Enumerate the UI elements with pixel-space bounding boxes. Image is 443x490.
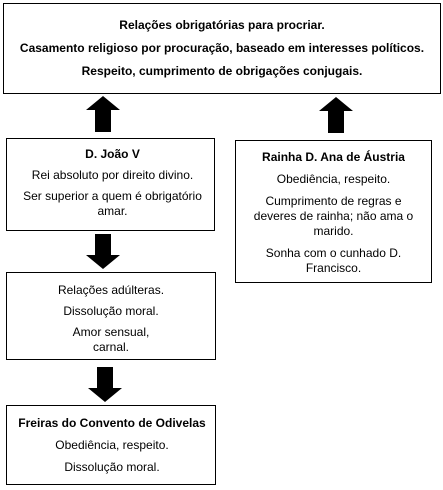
top-box-line-2: Casamento religioso por procuração, baseado em interesses políticos. <box>19 41 425 55</box>
top-box-line-1: Relações obrigatórias para procriar. <box>119 18 325 32</box>
rainha-title: Rainha D. Ana de Áustria <box>262 150 405 164</box>
rainha-line-1: Obediência, respeito. <box>276 172 391 186</box>
arrow-down-icon <box>88 367 122 402</box>
adultery-line-2: Dissolução moral. <box>63 304 159 318</box>
rainha-line-2: Cumprimento de regras e deveres de rainha; não ama o marido. <box>253 194 414 238</box>
joao-v-title: D. João V <box>85 147 140 161</box>
top-box <box>3 3 441 94</box>
adultery-line-1: Relações adúlteras. <box>57 283 165 297</box>
freiras-title: Freiras do Convento de Odivelas <box>18 416 206 430</box>
freiras-line-1: Obediência, respeito. <box>55 438 169 452</box>
joao-v-box <box>6 138 215 231</box>
joao-v-line-1: Rei absoluto por direito divino. <box>31 168 194 182</box>
arrow-up-icon <box>86 96 120 132</box>
freiras-box <box>6 405 216 485</box>
adultery-box <box>6 272 216 360</box>
arrow-up-icon <box>319 97 353 133</box>
adultery-line-3: Amor sensual, carnal. <box>72 325 150 354</box>
arrow-down-icon <box>86 234 120 269</box>
joao-v-line-2: Ser superior a quem é obrigatório amar. <box>23 189 202 218</box>
top-box-line-3: Respeito, cumprimento de obrigações conjugais. <box>81 64 363 78</box>
freiras-line-2: Dissolução moral. <box>64 460 160 474</box>
rainha-line-3: Sonha com o cunhado D. Francisco. <box>265 246 402 275</box>
rainha-box <box>235 140 432 283</box>
